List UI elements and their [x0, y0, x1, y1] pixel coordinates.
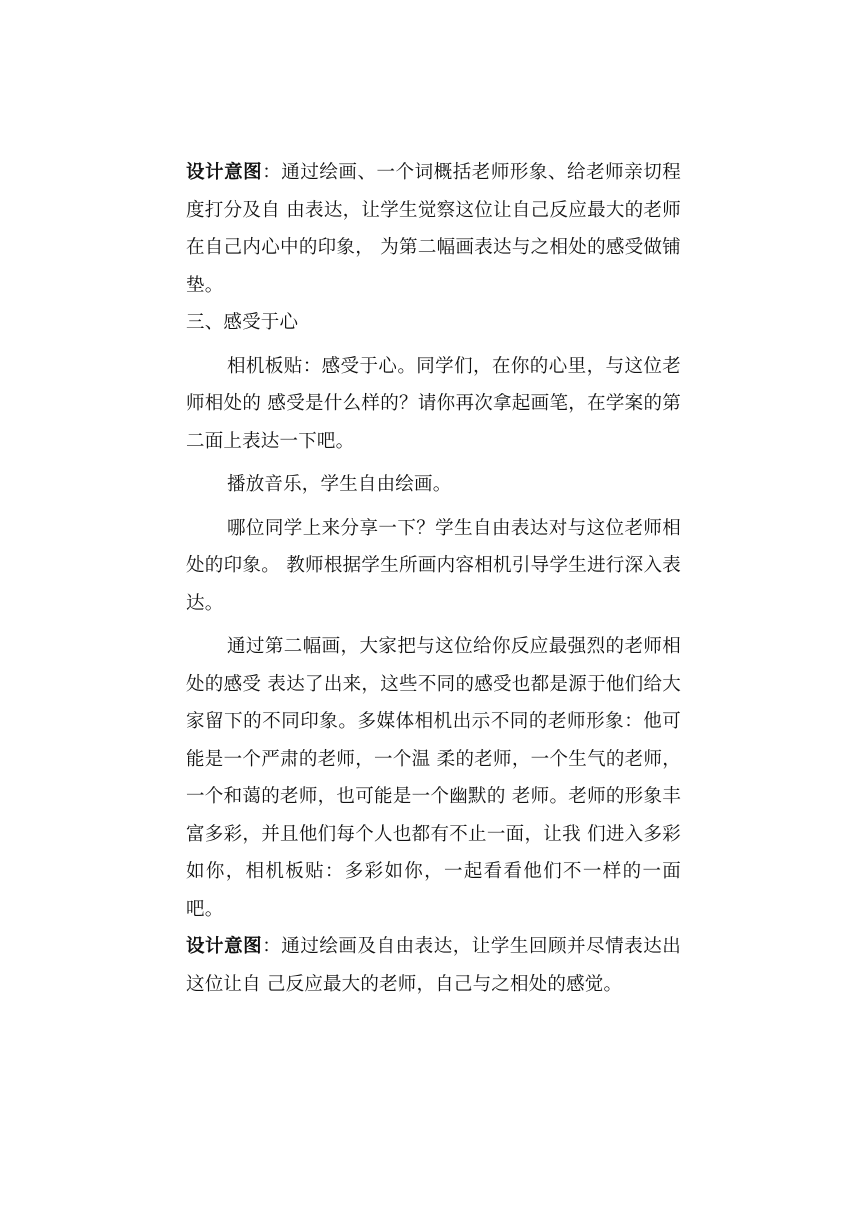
body-paragraph-3: 哪位同学上来分享一下？学生自由表达对与这位老师相处的印象。 教师根据学生所画内容相机引导学生进行深入表达。 — [186, 517, 681, 614]
design-intent-paragraph-1 — [186, 154, 681, 304]
document-body — [186, 154, 681, 1003]
body-paragraph-4: 通过第二幅画，大家把与这位给你反应最强烈的老师相处的感受 表达了出来，这些不同的感受也都是源于他们给大家留下的不同印象。多媒体相机出示不同的老师形象：他可能是一个严肃的老师，一个温 柔的老师，一个生气的老师，一个和蔼的老师，也可能是一个幽默的 老师。老师的形象丰富多彩，并且他们每个人也都有不止一面，让我 们进入多彩如你，相机板贴：多彩如你，一起看看他们不一样的一面 吧。 — [186, 636, 681, 920]
section-heading: 三、感受于心 — [186, 312, 299, 333]
design-intent-colon: ： — [262, 162, 282, 183]
design-intent-colon: ： — [262, 936, 282, 957]
design-intent-text: 通过绘画及自由表达，让学生回顾并尽情表达出这位让自 己反应最大的老师，自己与之相处的感觉。 — [186, 936, 682, 995]
design-intent-text: 通过绘画、一个词概括老师形象、给老师亲切程度打分及自 由表达，让学生觉察这位让自己反应最大的老师在自己内心中的印象， 为第二幅画表达与之相处的感受做铺垫。 — [186, 162, 682, 296]
design-intent-label: 设计意图 — [186, 162, 263, 183]
design-intent-label: 设计意图 — [186, 936, 263, 957]
body-paragraph-1: 相机板贴：感受于心。同学们，在你的心里，与这位老师相处的 感受是什么样的？请你再次拿起画笔，在学案的第二面上表达一下吧。 — [186, 355, 681, 452]
design-intent-paragraph-2 — [186, 928, 681, 1003]
body-paragraph-2: 播放音乐，学生自由绘画。 — [227, 474, 452, 495]
